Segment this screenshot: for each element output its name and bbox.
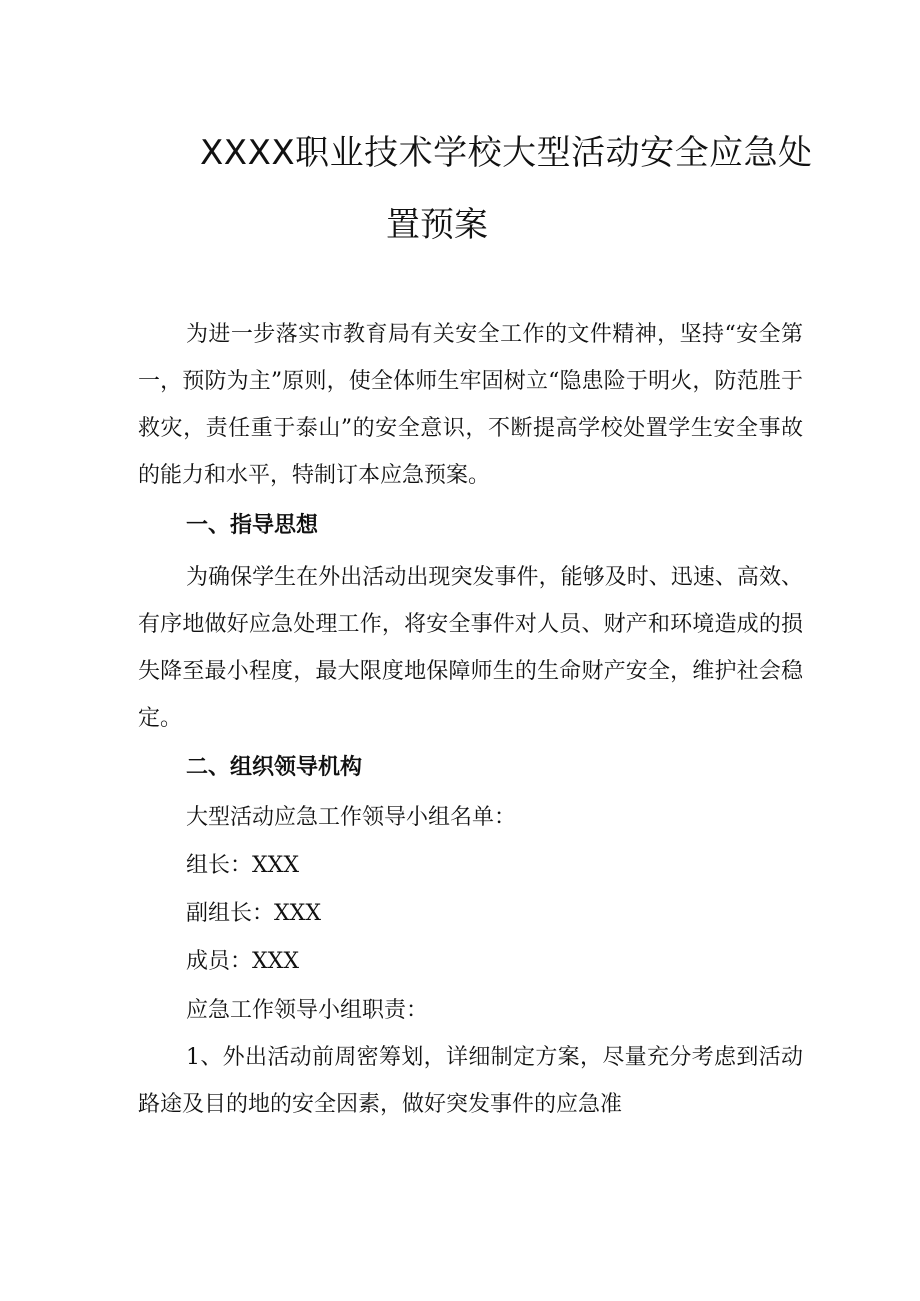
leadership-list-title: 大型活动应急工作领导小组名单： (186, 805, 517, 830)
section-1-heading: 一、指导思想 (186, 513, 319, 538)
deputy-leader-line: 副组长：XXX (186, 901, 321, 926)
intro-paragraph: 为进一步落实市教育局有关安全工作的文件精神，坚持“安全第一，预防为主”原则，使全体师生牢固树立“隐患险于明火，防范胜于救灾，责任重于泰山”的安全意识，不断提高学校处置学生安全事故的能力和水平，特制订本应急预案。 (138, 322, 803, 488)
section-1-paragraph: 为确保学生在外出活动出现突发事件，能够及时、迅速、高效、有序地做好应急处理工作，将安全事件对人员、财产和环境造成的损失降至最小程度，最大限度地保障师生的生命财产安全，维护社会稳定。 (138, 565, 803, 731)
members-line: 成员：XXX (186, 949, 299, 974)
duty-1-paragraph: 1、外出活动前周密筹划，详细制定方案，尽量充分考虑到活动路途及目的地的安全因素，做好突发事件的应急准 (138, 1045, 803, 1117)
section-2-heading: 二、组织领导机构 (186, 755, 363, 780)
document-title-line-2: 置预案 (386, 205, 488, 245)
duties-title: 应急工作领导小组职责： (186, 998, 429, 1023)
leader-line: 组长：XXX (186, 853, 299, 878)
document-title-line-1: XXXX职业技术学校大型活动安全应急处 (200, 133, 813, 173)
